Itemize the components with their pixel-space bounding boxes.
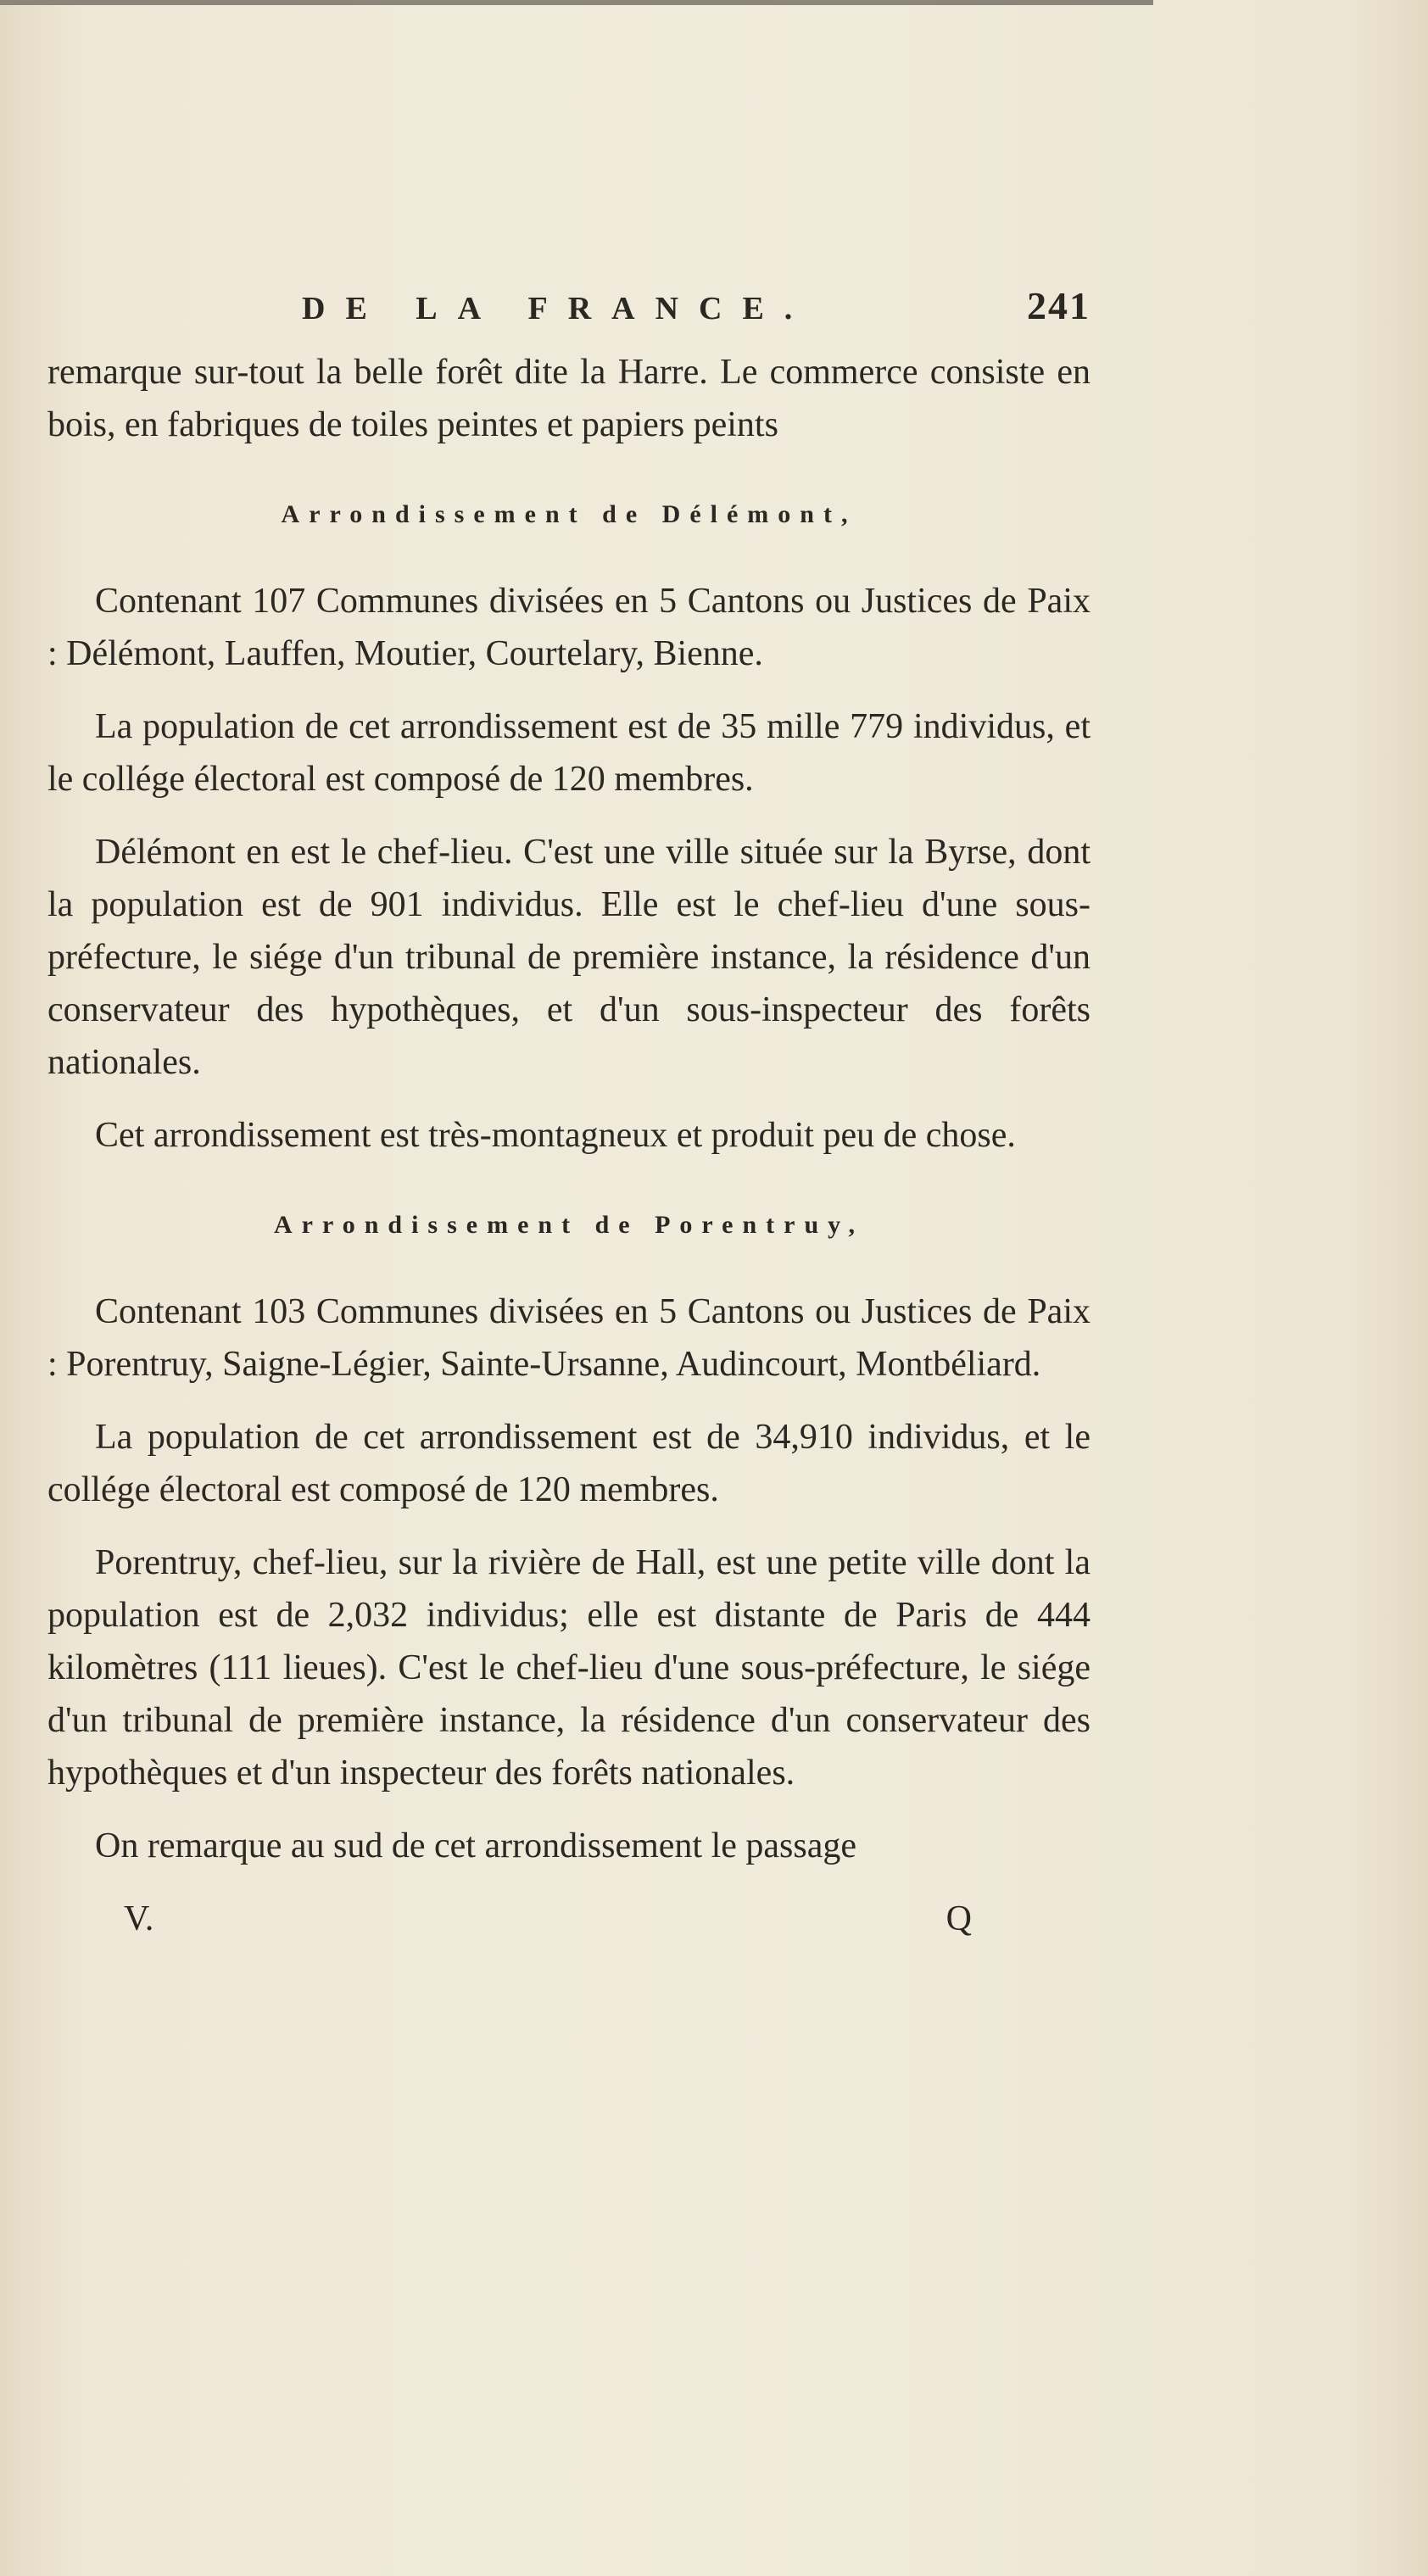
delemont-paragraph-3: Délémont en est le chef-lieu. C'est une ville située sur la Byrse, dont la population est de 901 individus. Elle est le chef-lieu d'une sous-préfecture, le siége d'un tribunal de première instance, la résidence d'un conservateur des hypothèques, et d'un sous-inspecteur des forêts nationales. [47, 833, 1091, 1082]
porentruy-paragraph-3: Porentruy, chef-lieu, sur la rivière de Hall, est une petite ville dont la population est de 2,032 individus; elle est distante de Paris de 444 kilomètres (111 lieues). C'est le chef-lieu d'une sous-préfecture, le siége d'un tribunal de première instance, la résidence d'un conservateur des hypothèques et d'un inspecteur des forêts nationales. [47, 1543, 1091, 1793]
page-text [47, 280, 1091, 1945]
catchword: Q [945, 1899, 972, 1938]
porentruy-paragraph-2: La population de cet arrondissement est de 34,910 individus, et le collége électoral est composé de 120 membres. [47, 1418, 1091, 1509]
delemont-paragraph-1: Contenant 107 Communes divisées en 5 Cantons ou Justices de Paix : Délémont, Lauffen, Moutier, Courtelary, Bienne. [47, 582, 1091, 673]
page-footer [47, 1893, 1091, 1945]
running-head: DE LA FRANCE. [302, 291, 813, 326]
intro-paragraph: remarque sur-tout la belle forêt dite la Harre. Le commerce consiste en bois, en fabriques de toiles peintes et papiers peints [47, 353, 1091, 444]
page-header [47, 280, 1091, 339]
section-title-delemont: Arrondissement de Délémont, [281, 500, 857, 528]
section-title-porentruy: Arrondissement de Porentruy, [273, 1211, 865, 1239]
top-edge-line [0, 0, 1153, 5]
page-number: 241 [1027, 284, 1091, 327]
porentruy-paragraph-1: Contenant 103 Communes divisées en 5 Cantons ou Justices de Paix : Porentruy, Saigne-Légier, Sainte-Ursanne, Audincourt, Montbéliard. [47, 1292, 1091, 1384]
delemont-paragraph-2: La population de cet arrondissement est de 35 mille 779 individus, et le collége électoral est composé de 120 membres. [47, 707, 1091, 799]
porentruy-paragraph-4: On remarque au sud de cet arrondissement le passage [95, 1826, 856, 1865]
delemont-paragraph-4: Cet arrondissement est très-montagneux et produit peu de chose. [95, 1116, 1016, 1155]
signature-mark: V. [124, 1899, 154, 1938]
